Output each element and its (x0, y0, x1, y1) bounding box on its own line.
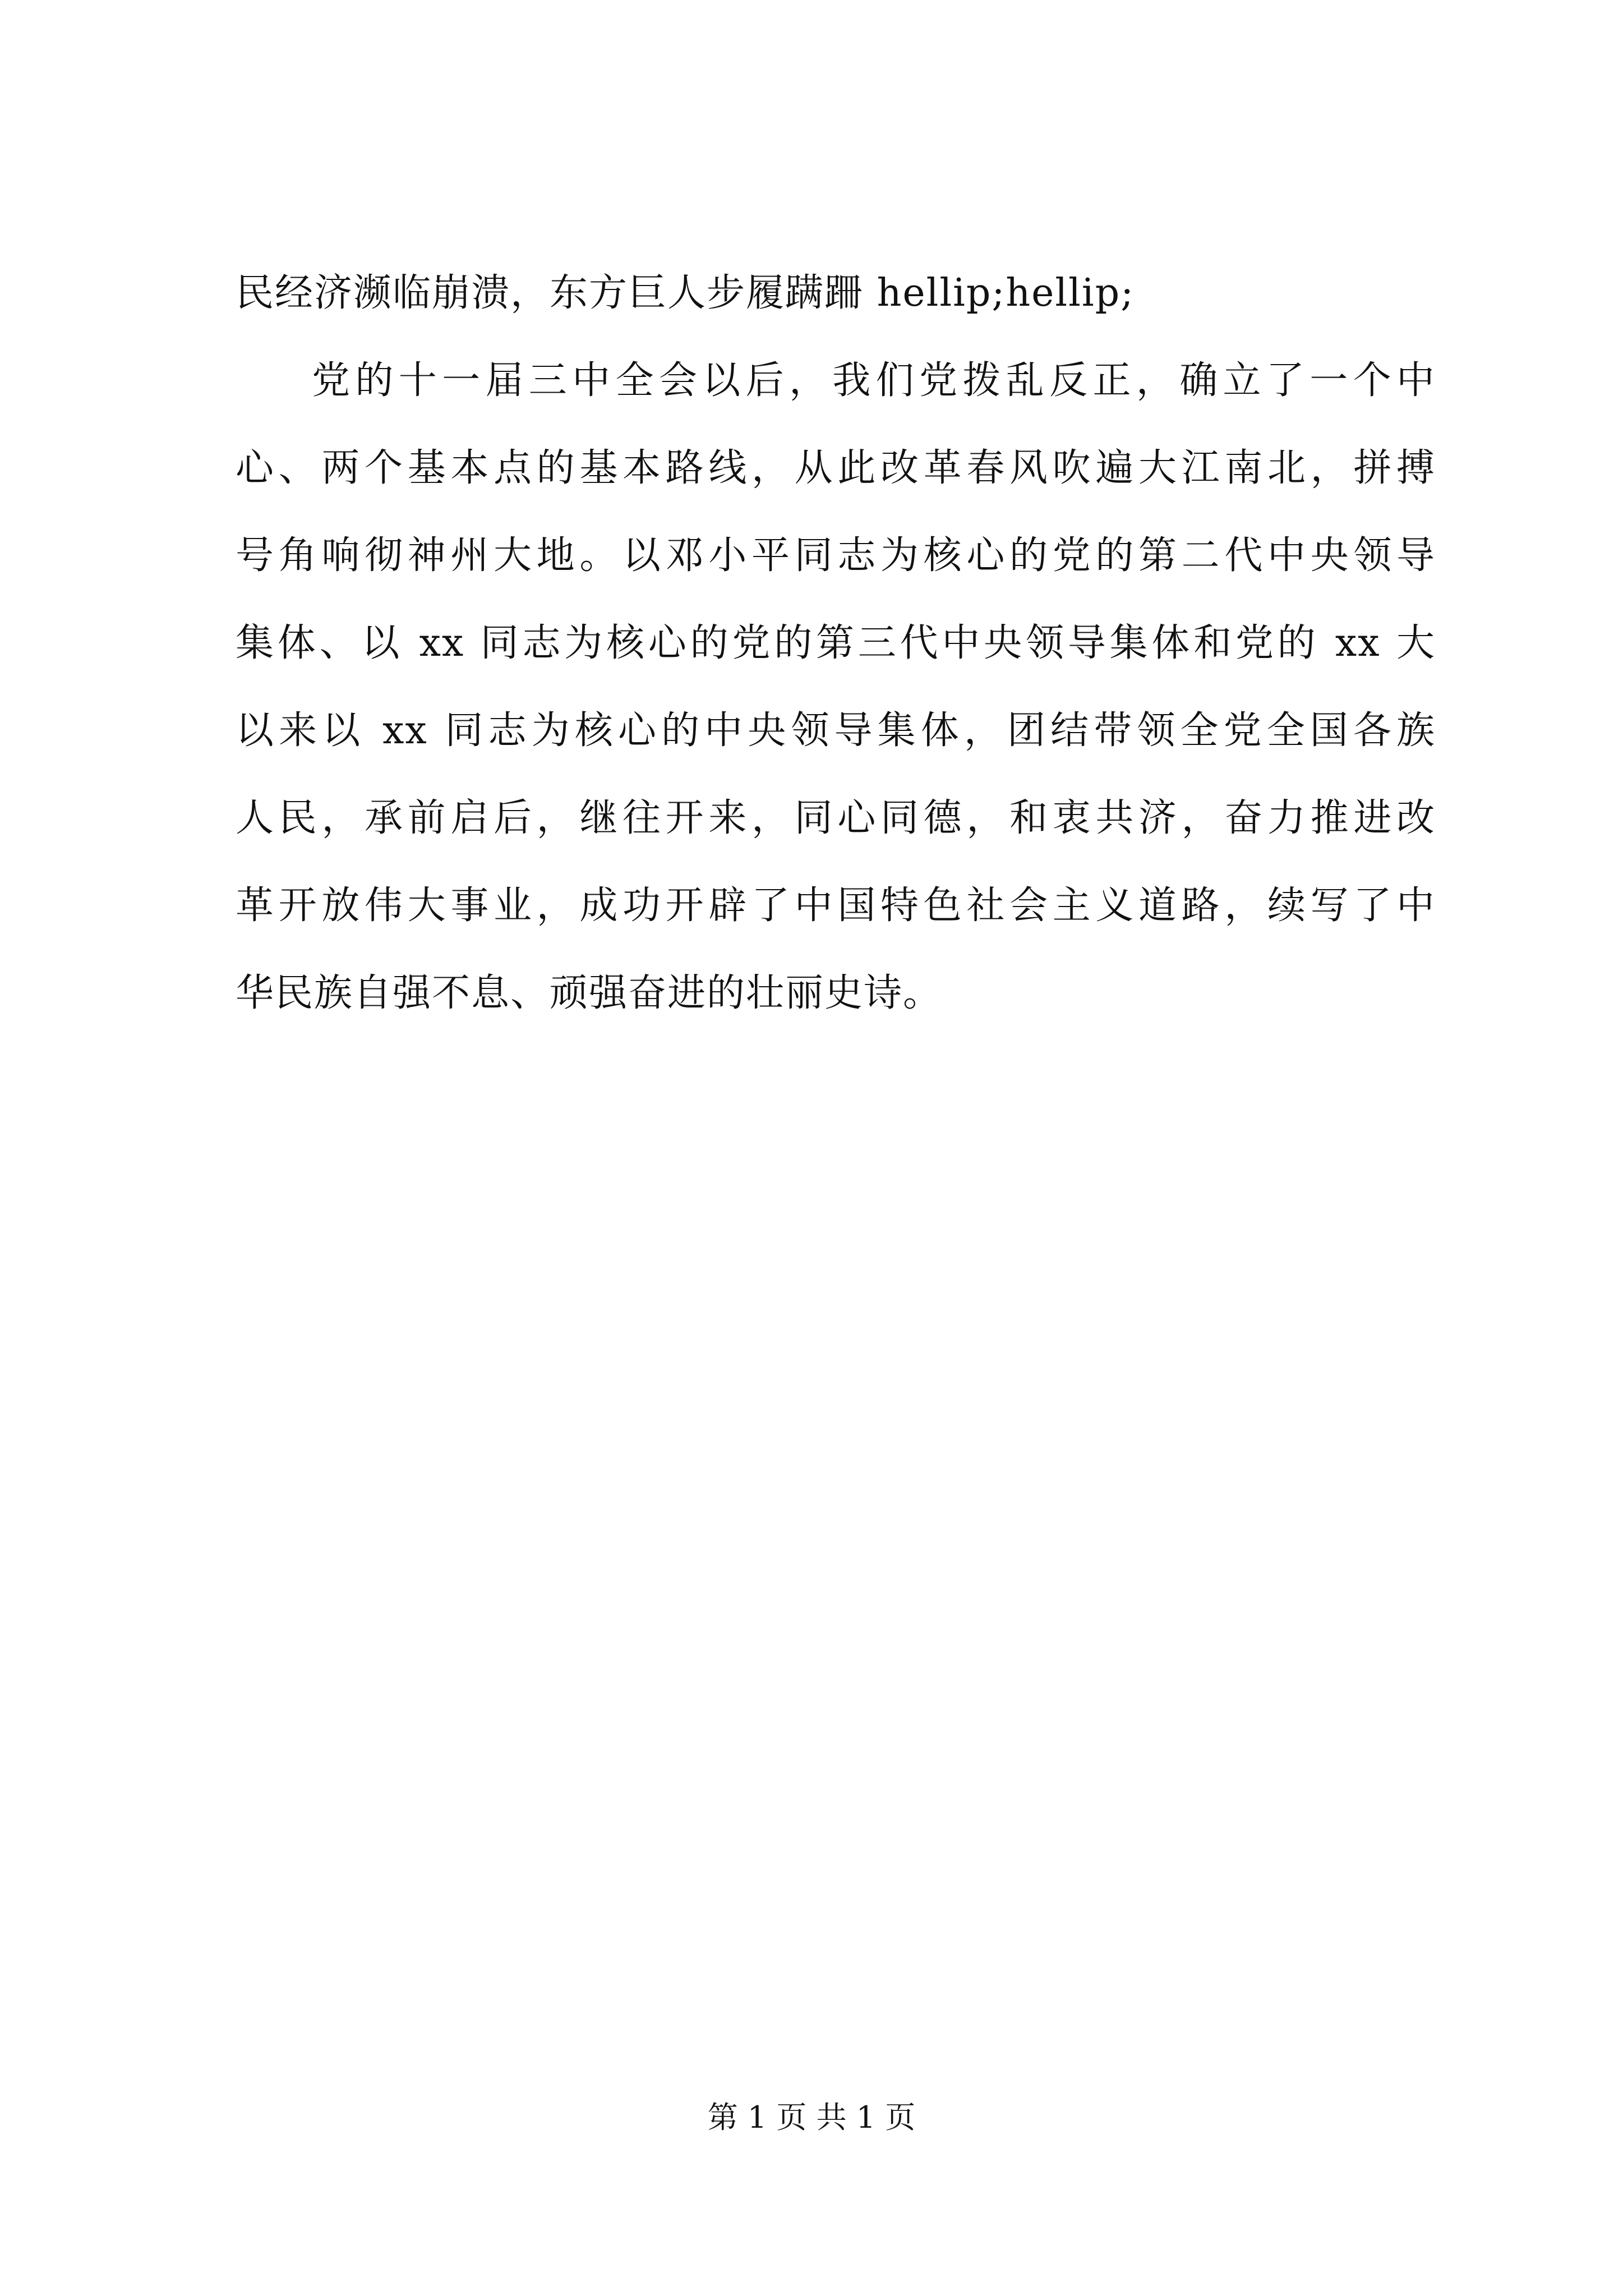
body-text (236, 250, 1436, 1037)
paragraph-first-line: 党的十一届三中全会以后，我们党拨乱反正，确立了一个中 (312, 358, 1436, 403)
text-line: 号角响彻神州大地。以邓小平同志为核心的党的第二代中央领导 (236, 533, 1436, 578)
text-line: 集体、以 xx 同志为核心的党的第三代中央领导集体和党的 xx 大 (236, 621, 1436, 665)
text-line: 心、两个基本点的基本路线，从此改革春风吹遍大江南北，拼搏 (236, 446, 1436, 490)
text-line: 华民族自强不息、顽强奋进的壮丽史诗。 (236, 971, 943, 1015)
text-line: 革开放伟大事业，成功开辟了中国特色社会主义道路，续写了中 (236, 884, 1436, 928)
text-line: 以来以 xx 同志为核心的中央领导集体，团结带领全党全国各族 (236, 708, 1436, 753)
page-footer: 第 1 页 共 1 页 (707, 2100, 916, 2135)
text-line: 民经济濒临崩溃，东方巨人步履蹒跚 hellip;hellip; (236, 271, 1135, 315)
text-line: 人民，承前启后，继往开来，同心同德，和衷共济，奋力推进改 (236, 796, 1436, 840)
